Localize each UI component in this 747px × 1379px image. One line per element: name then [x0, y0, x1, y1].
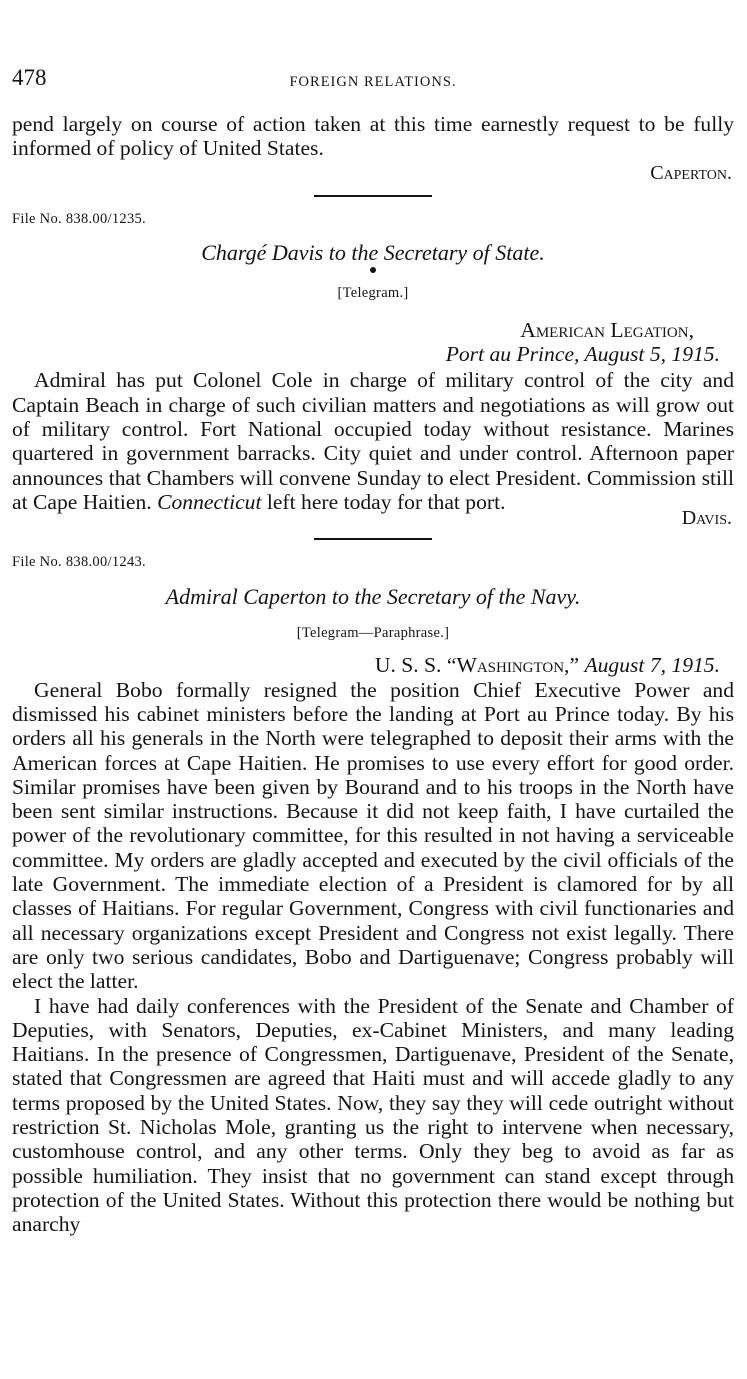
page-number: 478	[12, 65, 47, 90]
continued-paragraph: pend largely on course of action taken at this time earnestly request to be fully informed of policy of United States.	[12, 112, 734, 161]
ship-name: Connecticut	[157, 489, 262, 514]
file-number: File No. 838.00/1243.	[12, 554, 146, 571]
ship-name: Washington	[456, 653, 565, 678]
signature-davis: Davis.	[681, 507, 732, 530]
place-date-line	[12, 653, 734, 677]
document-type: [Telegram—Paraphrase.]	[296, 625, 450, 642]
ship-prefix: U. S. S. “	[374, 653, 457, 678]
paragraph-text: Admiral has put Colonel Cole in charge of military control of the city and Captain Beach in charge of such civilian matters and negotiations as will grow out of military control. Fort National occupied today without resistance. Marines quartered in government barracks. City quiet and under control. Afternoon paper announces that Chambers will convene Sunday to elect President. Commission still at Cape Haitien.	[12, 368, 734, 514]
ship-suffix: ,”	[564, 653, 585, 678]
date: August 7, 1915.	[584, 653, 720, 678]
document-title: Chargé Davis to the Secretary of State.	[201, 240, 545, 266]
paraphrase-paragraph: General Bobo formally resigned the position Chief Executive Power and dismissed his cabinet ministers before the landing at Port au Prince today. By his orders all his generals in the North were telegraphed to deposit their arms with the American forces at Cape Haitien. He promises to use every effort for good order. Similar promises have been given by Bourand and to his troops in the North have been sent similar instructions. Because it did not keep faith, I have curtailed the power of the revolutionary committee, for this resulted in not having a serviceable committee. My orders are gladly accepted and executed by the civil officials of the late Government. The immediate election of a President is clamored for by all classes of Haitians. For regular Government, Congress with civil functionaries and all necessary organizations except President and Congress not exist legally. There are only two serious candidates, Bobo and Dartiguenave; Congress probably will elect the latter.	[12, 677, 734, 994]
running-head: FOREIGN RELATIONS.	[289, 74, 457, 90]
date-line	[12, 342, 734, 366]
paraphrase-paragraph: I have had daily conferences with the President of the Senate and Chamber of Deputies, with Senators, Deputies, ex-Cabinet Ministers, and many leading Haitians. In the presence of Congressmen, Dartiguenave, President of the Senate, stated that Congressmen are agreed that Haiti must and will accede gladly to any terms proposed by the United States. Now, they say they will cede outright without restriction St. Nicholas Mole, granting us the right to intervene when necessary, customhouse control, and any other terms. Only they beg to avoid as far as possible humiliation. They insist that no government can stand except through protection of the United States. Without this protection there would be nothing but anarchy	[12, 993, 734, 1237]
page-header	[12, 66, 734, 94]
file-number: File No. 838.00/1235.	[12, 210, 146, 227]
place-line: American Legation,	[520, 317, 694, 342]
page-body	[12, 112, 734, 1236]
place-name: Port au Prince	[445, 342, 575, 367]
signature-caperton: Caperton.	[650, 161, 732, 184]
paragraph-text: left here today for that port.	[261, 489, 506, 514]
date: , August 5, 1915.	[574, 342, 720, 367]
document-title: Admiral Caperton to the Secretary of the Navy.	[165, 583, 581, 609]
document-type: [Telegram.]	[337, 285, 409, 302]
telegram-paragraph	[12, 368, 734, 514]
